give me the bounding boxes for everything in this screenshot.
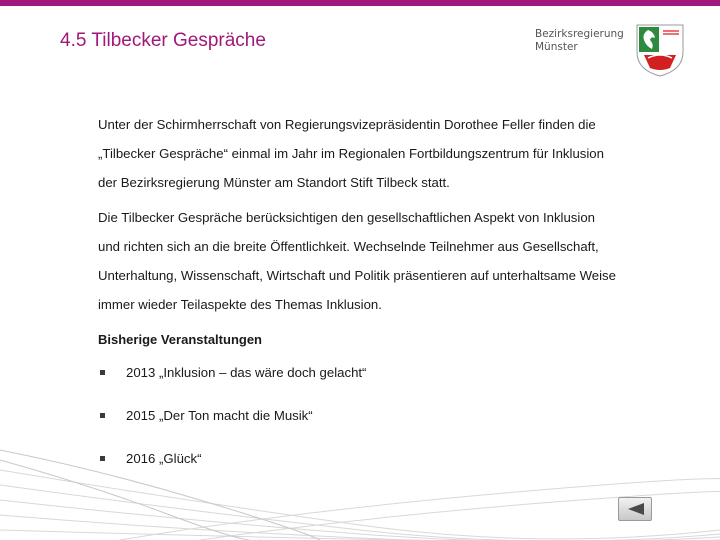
intro-line-2: „Tilbecker Gespräche“ einmal im Jahr im Regionalen Fortbildungszentrum für Inklusion xyxy=(98,146,604,161)
events-heading: Bisherige Veranstaltungen xyxy=(98,332,262,347)
org-name-line1: Bezirksregierung xyxy=(535,28,624,40)
event-label: 2016 „Glück“ xyxy=(126,451,202,466)
org-name-line2: Münster xyxy=(535,41,578,53)
intro-paragraph xyxy=(98,110,668,197)
intro-line-1: Unter der Schirmherrschaft von Regierungsvizepräsidentin Dorothee Feller finden die xyxy=(98,117,596,132)
decorative-wave-lines xyxy=(0,430,720,540)
back-button[interactable] xyxy=(618,497,652,521)
event-label: 2013 „Inklusion – das wäre doch gelacht“ xyxy=(126,365,367,380)
bullet-square-icon xyxy=(100,413,105,418)
organization-name xyxy=(535,28,624,54)
list-item xyxy=(98,405,668,427)
triangle-left-icon xyxy=(626,502,646,516)
description-line-4: immer wieder Teilaspekte des Themas Inklusion. xyxy=(98,297,382,312)
description-paragraph xyxy=(98,203,668,319)
bullet-square-icon xyxy=(100,370,105,375)
slide-title: 4.5 Tilbecker Gespräche xyxy=(60,30,266,51)
list-item xyxy=(98,362,668,384)
top-accent-bar xyxy=(0,0,720,6)
nrw-crest-icon xyxy=(634,22,686,78)
event-label: 2015 „Der Ton macht die Musik“ xyxy=(126,408,313,423)
description-line-2: und richten sich an die breite Öffentlichkeit. Wechselnde Teilnehmer aus Gesellschaft, xyxy=(98,239,599,254)
description-line-1: Die Tilbecker Gespräche berücksichtigen den gesellschaftlichen Aspekt von Inklusion xyxy=(98,210,596,225)
intro-line-3: der Bezirksregierung Münster am Standort Stift Tilbeck statt. xyxy=(98,175,450,190)
description-line-3: Unterhaltung, Wissenschaft, Wirtschaft und Politik präsentieren auf unterhaltsame Weise xyxy=(98,268,616,283)
